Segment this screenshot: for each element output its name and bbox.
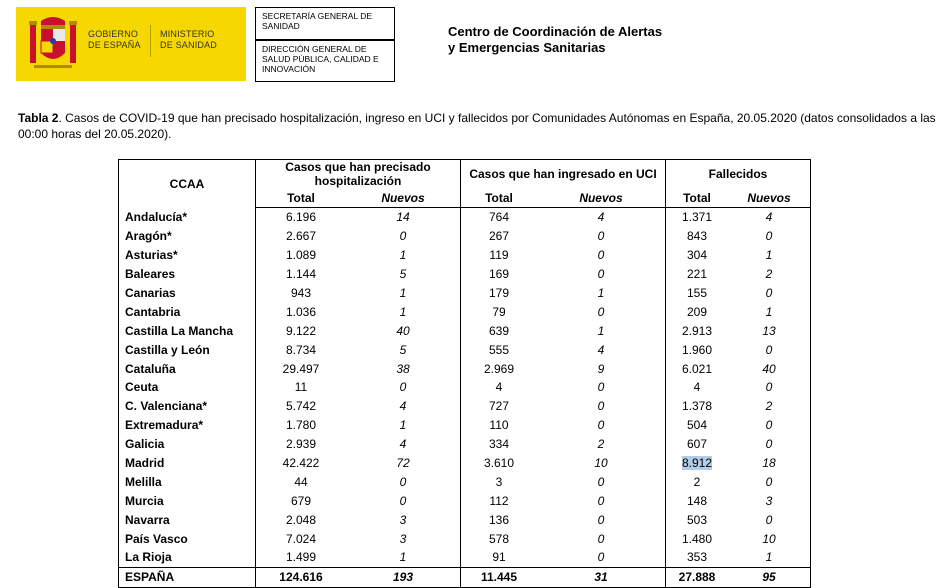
cell-f-total: 1.960 [681, 342, 713, 357]
cell-u-total: 334 [488, 437, 510, 452]
cell-f-new: 40 [728, 359, 811, 378]
cell-u-total: 91 [492, 550, 506, 565]
cell-h-new: 4 [346, 397, 461, 416]
cell-f-new: 1 [728, 302, 811, 321]
cell-u-new: 0 [537, 378, 666, 397]
cell-h-new: 5 [346, 340, 461, 359]
cell-f-new: 4 [728, 208, 811, 227]
cell-f-new: 0 [728, 227, 811, 246]
cell-h-new: 5 [346, 265, 461, 284]
cell-u-new: 0 [537, 302, 666, 321]
cell-h-total: 2.048 [285, 512, 317, 527]
cell-u-new: 0 [537, 510, 666, 529]
cell-f-new: 18 [728, 454, 811, 473]
cell-h-new: 72 [346, 454, 461, 473]
cell-ccaa: Melilla [119, 472, 256, 491]
cell-h-total: 943 [290, 286, 312, 300]
cell-f-total: 843 [686, 229, 708, 244]
cell-f-new: 0 [728, 435, 811, 454]
cell-h-total: 2.939 [285, 437, 317, 452]
cell-h-total: 1.780 [285, 418, 317, 433]
cell-u-total: 267 [488, 229, 510, 244]
table-row [119, 227, 811, 246]
cell-h-total: 42.422 [282, 456, 320, 471]
cell-h-new: 1 [346, 302, 461, 321]
gobierno-text: GOBIERNO DE ESPAÑA [88, 29, 141, 50]
cell-h-total: 5.742 [285, 399, 317, 414]
cell-f-total: 503 [686, 512, 708, 527]
cell-ccaa: Extremadura* [119, 416, 256, 435]
cell-u-new: 4 [537, 208, 666, 227]
cell-h-new: 0 [346, 491, 461, 510]
cell-u-new: 0 [537, 416, 666, 435]
cell-u-total: 3 [495, 474, 503, 489]
cell-h-new: 0 [346, 378, 461, 397]
group-fall: Fallecidos [666, 160, 811, 189]
cell-f-total: 353 [686, 550, 708, 565]
cell-f-new: 2 [728, 265, 811, 284]
cell-ccaa: País Vasco [119, 529, 256, 548]
cell-h-new: 0 [346, 472, 461, 491]
cell-u-total: 764 [488, 210, 510, 225]
cell-ccaa: Murcia [119, 491, 256, 510]
table-row [119, 265, 811, 284]
cell-u-total: 110 [489, 418, 509, 433]
cell-ccaa: Ceuta [119, 378, 256, 397]
hdr-nuevos: Nuevos [346, 188, 461, 208]
cell-ccaa: Cataluña [119, 359, 256, 378]
cell-h-new: 3 [346, 510, 461, 529]
cell-h-new: 0 [346, 227, 461, 246]
cell-h-total: 2.667 [285, 229, 317, 244]
cell-u-total: 112 [489, 493, 509, 508]
cell-f-total: 4 [693, 380, 701, 395]
table-row [119, 340, 811, 359]
covid-table [118, 159, 811, 588]
table-row [119, 491, 811, 510]
table-row [119, 378, 811, 397]
cell-h-new: 1 [346, 284, 461, 303]
cell-f-total: 304 [686, 248, 708, 263]
cell-f-new: 0 [728, 510, 811, 529]
cell-ccaa: Cantabria [119, 302, 256, 321]
table-row [119, 435, 811, 454]
cell-ccaa: Canarias [119, 284, 256, 303]
cell-h-total: 29.497 [282, 361, 320, 376]
hdr-nuevos: Nuevos [728, 188, 811, 208]
cell-u-total: 578 [488, 531, 510, 546]
cell-ccaa: Andalucía* [119, 208, 256, 227]
cell-f-total: 221 [686, 267, 708, 282]
table-row [119, 416, 811, 435]
cell-h-new: 4 [346, 435, 461, 454]
cell-u-new: 0 [537, 472, 666, 491]
hdr-total: Total [461, 188, 538, 208]
cell-u-new: 4 [537, 340, 666, 359]
cell-h-total: 6.196 [285, 210, 317, 225]
cell-h-total: 1.089 [285, 248, 317, 263]
cell-u-new: 9 [537, 359, 666, 378]
cell-f-total: 8.912 [681, 456, 713, 471]
cell-u-total: 119 [489, 248, 509, 263]
cell-u-total: 79 [492, 304, 506, 319]
cell-h-total: 124.616 [256, 567, 347, 587]
hdr-nuevos: Nuevos [537, 188, 666, 208]
cell-h-new: 1 [346, 548, 461, 567]
cell-ccaa: Baleares [119, 265, 256, 284]
cell-f-new: 13 [728, 321, 811, 340]
table-row [119, 529, 811, 548]
cell-h-new: 14 [346, 208, 461, 227]
cell-f-new: 95 [728, 567, 811, 587]
cell-ccaa: Castilla y León [119, 340, 256, 359]
cell-h-total: 679 [290, 493, 312, 508]
table-row [119, 359, 811, 378]
cell-u-total: 727 [488, 399, 510, 414]
cell-ccaa: Asturias* [119, 246, 256, 265]
table-row [119, 454, 811, 473]
coat-of-arms-icon [26, 13, 80, 75]
cell-u-new: 1 [537, 321, 666, 340]
secretaria-box: SECRETARÍA GENERAL DE SANIDAD [255, 7, 395, 40]
cell-h-total: 1.036 [285, 304, 317, 319]
cell-u-total: 639 [488, 323, 510, 338]
cell-u-total: 555 [488, 342, 510, 357]
cell-h-total: 11 [294, 380, 308, 395]
col-ccaa: CCAA [119, 160, 256, 208]
cell-u-total: 169 [488, 267, 510, 282]
group-hosp: Casos que han precisado hospitalización [256, 160, 461, 189]
cell-f-new: 10 [728, 529, 811, 548]
cell-f-new: 1 [728, 246, 811, 265]
table-row [119, 510, 811, 529]
cell-f-new: 0 [728, 472, 811, 491]
table-row [119, 208, 811, 227]
cell-f-new: 3 [728, 491, 811, 510]
cell-ccaa: La Rioja [119, 548, 256, 567]
centro-title: Centro de Coordinación de Alertas y Emergencias Sanitarias [448, 24, 663, 55]
cell-f-total: 504 [686, 418, 708, 433]
cell-f-total: 607 [686, 437, 708, 452]
ministerio-text: MINISTERIO DE SANIDAD [160, 29, 218, 50]
cell-u-total: 2.969 [483, 361, 515, 376]
cell-h-total: 8.734 [285, 342, 317, 357]
table-row [119, 246, 811, 265]
group-uci: Casos que han ingresado en UCI [461, 160, 666, 189]
cell-ccaa: Galicia [119, 435, 256, 454]
hdr-total: Total [666, 188, 729, 208]
cell-f-total: 1.480 [681, 531, 713, 546]
total-row [119, 567, 811, 587]
cell-f-total: 2.913 [681, 323, 713, 338]
cell-f-new: 0 [728, 416, 811, 435]
cell-h-new: 1 [346, 416, 461, 435]
cell-h-new: 40 [346, 321, 461, 340]
cell-u-total: 136 [488, 512, 510, 527]
table-row [119, 302, 811, 321]
cell-h-total: 1.144 [285, 267, 317, 282]
cell-f-new: 1 [728, 548, 811, 567]
cell-f-total: 1.371 [681, 210, 713, 225]
cell-h-new: 193 [346, 567, 461, 587]
table-row [119, 397, 811, 416]
table-row [119, 284, 811, 303]
cell-u-new: 31 [537, 567, 666, 587]
cell-f-new: 2 [728, 397, 811, 416]
cell-f-total: 148 [686, 493, 708, 508]
gobierno-logo [16, 7, 246, 81]
direccion-box: DIRECCIÓN GENERAL DE SALUD PÚBLICA, CALIDAD E INNOVACIÓN [255, 40, 395, 82]
cell-h-new: 3 [346, 529, 461, 548]
cell-h-new: 38 [346, 359, 461, 378]
cell-u-new: 0 [537, 529, 666, 548]
table-row [119, 548, 811, 567]
table-row [119, 321, 811, 340]
cell-u-new: 0 [537, 491, 666, 510]
cell-f-total: 155 [686, 286, 708, 300]
cell-f-new: 0 [728, 284, 811, 303]
cell-u-total: 11.445 [461, 567, 538, 587]
cell-h-total: 44 [294, 474, 308, 489]
cell-f-total: 27.888 [666, 567, 729, 587]
cell-ccaa: Navarra [119, 510, 256, 529]
cell-h-total: 7.024 [285, 531, 317, 546]
cell-f-new: 0 [728, 340, 811, 359]
cell-h-total: 9.122 [285, 323, 317, 338]
cell-u-new: 0 [537, 246, 666, 265]
cell-u-new: 0 [537, 397, 666, 416]
logo-divider [150, 25, 151, 57]
cell-ccaa: Castilla La Mancha [119, 321, 256, 340]
table-row [119, 472, 811, 491]
cell-u-total: 3.610 [483, 456, 515, 471]
cell-ccaa: Madrid [119, 454, 256, 473]
cell-u-new: 10 [537, 454, 666, 473]
cell-f-total: 1.378 [681, 399, 713, 414]
cell-h-new: 1 [346, 246, 461, 265]
cell-u-new: 0 [537, 548, 666, 567]
cell-ccaa: ESPAÑA [119, 567, 256, 587]
cell-f-total: 2 [693, 474, 701, 489]
cell-f-new: 0 [728, 378, 811, 397]
cell-u-new: 0 [537, 265, 666, 284]
cell-f-total: 6.021 [681, 361, 713, 376]
table-caption: Tabla 2. Casos de COVID-19 que han precisado hospitalización, ingreso en UCI y fallecidos por Comunidades Autónomas en España, 20.05.2020 (datos consolidados a las 00:00 horas del 20.05.2020). [18, 111, 936, 141]
cell-u-new: 2 [537, 435, 666, 454]
cell-u-new: 0 [537, 227, 666, 246]
cell-u-total: 179 [488, 286, 510, 300]
cell-ccaa: C. Valenciana* [119, 397, 256, 416]
cell-f-total: 209 [686, 304, 708, 319]
cell-u-total: 4 [495, 380, 503, 395]
hdr-total: Total [256, 188, 347, 208]
cell-ccaa: Aragón* [119, 227, 256, 246]
cell-u-new: 1 [537, 284, 666, 303]
cell-h-total: 1.499 [285, 550, 317, 565]
